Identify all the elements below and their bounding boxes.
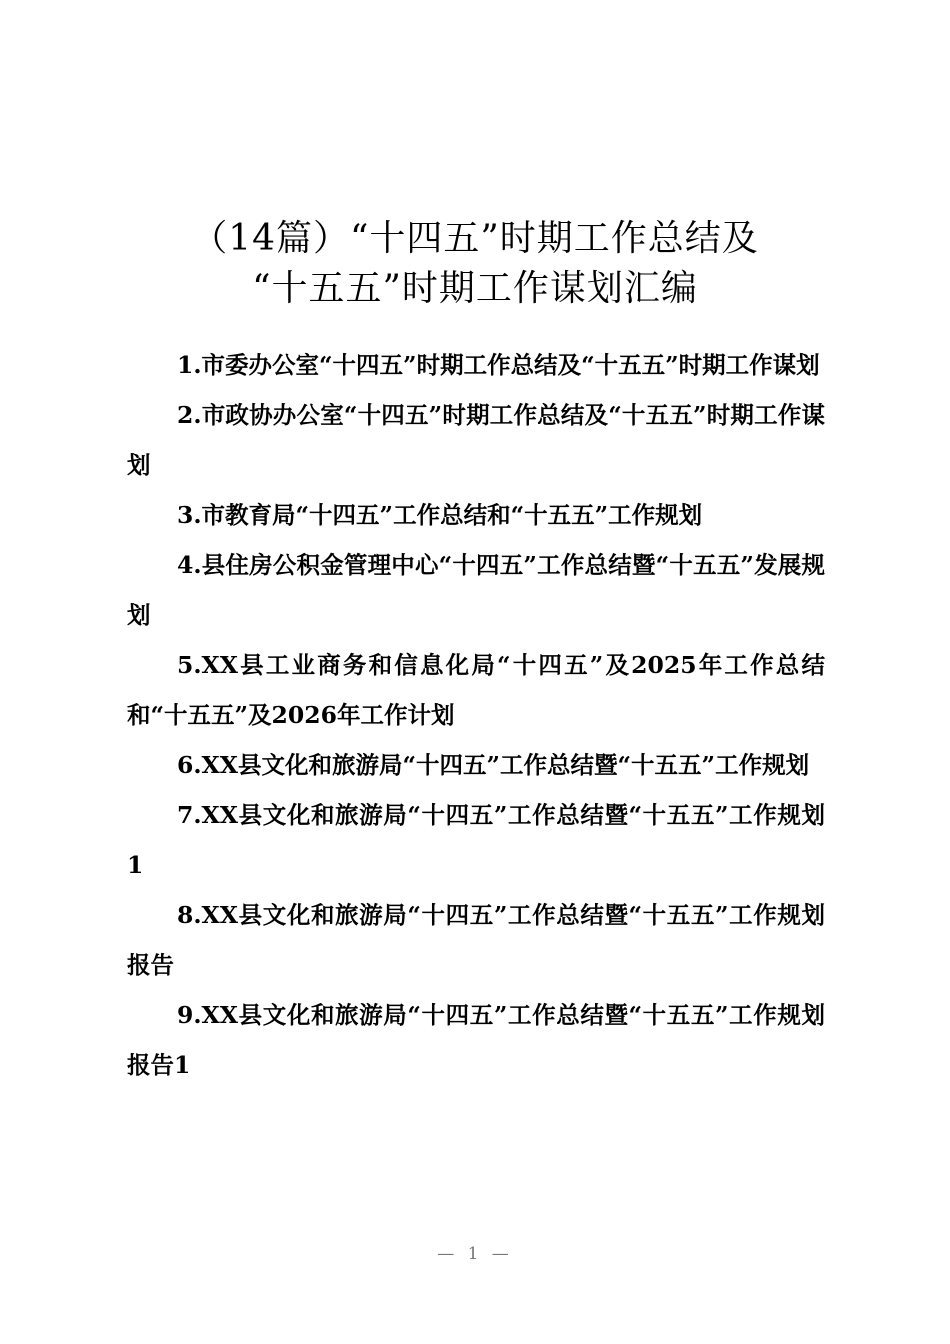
toc-item: 8.XX县文化和旅游局“十四五”工作总结暨“十五五”工作规划报告	[127, 901, 825, 979]
toc-item: 7.XX县文化和旅游局“十四五”工作总结暨“十五五”工作规划1	[127, 801, 825, 879]
toc-item: 3.市教育局“十四五”工作总结和“十五五”工作规划	[177, 501, 703, 529]
toc-item: 5.XX县工业商务和信息化局“十四五”及2025年工作总结和“十五五”及2026年工作计划	[127, 651, 825, 729]
toc-item: 4.县住房公积金管理中心“十四五”工作总结暨“十五五”发展规划	[127, 551, 825, 629]
document-title	[60, 214, 890, 314]
page-number: — 1 —	[437, 1244, 513, 1264]
title-line-1: （14篇）“十四五”时期工作总结及	[191, 218, 759, 260]
table-of-contents	[127, 340, 825, 1090]
toc-item: 1.市委办公室“十四五”时期工作总结及“十五五”时期工作谋划	[177, 351, 820, 379]
toc-item: 9.XX县文化和旅游局“十四五”工作总结暨“十五五”工作规划报告1	[127, 1001, 825, 1079]
title-line-2: “十五五”时期工作谋划汇编	[252, 268, 698, 310]
toc-item: 2.市政协办公室“十四五”时期工作总结及“十五五”时期工作谋划	[127, 401, 825, 479]
toc-item: 6.XX县文化和旅游局“十四五”工作总结暨“十五五”工作规划	[177, 751, 810, 779]
